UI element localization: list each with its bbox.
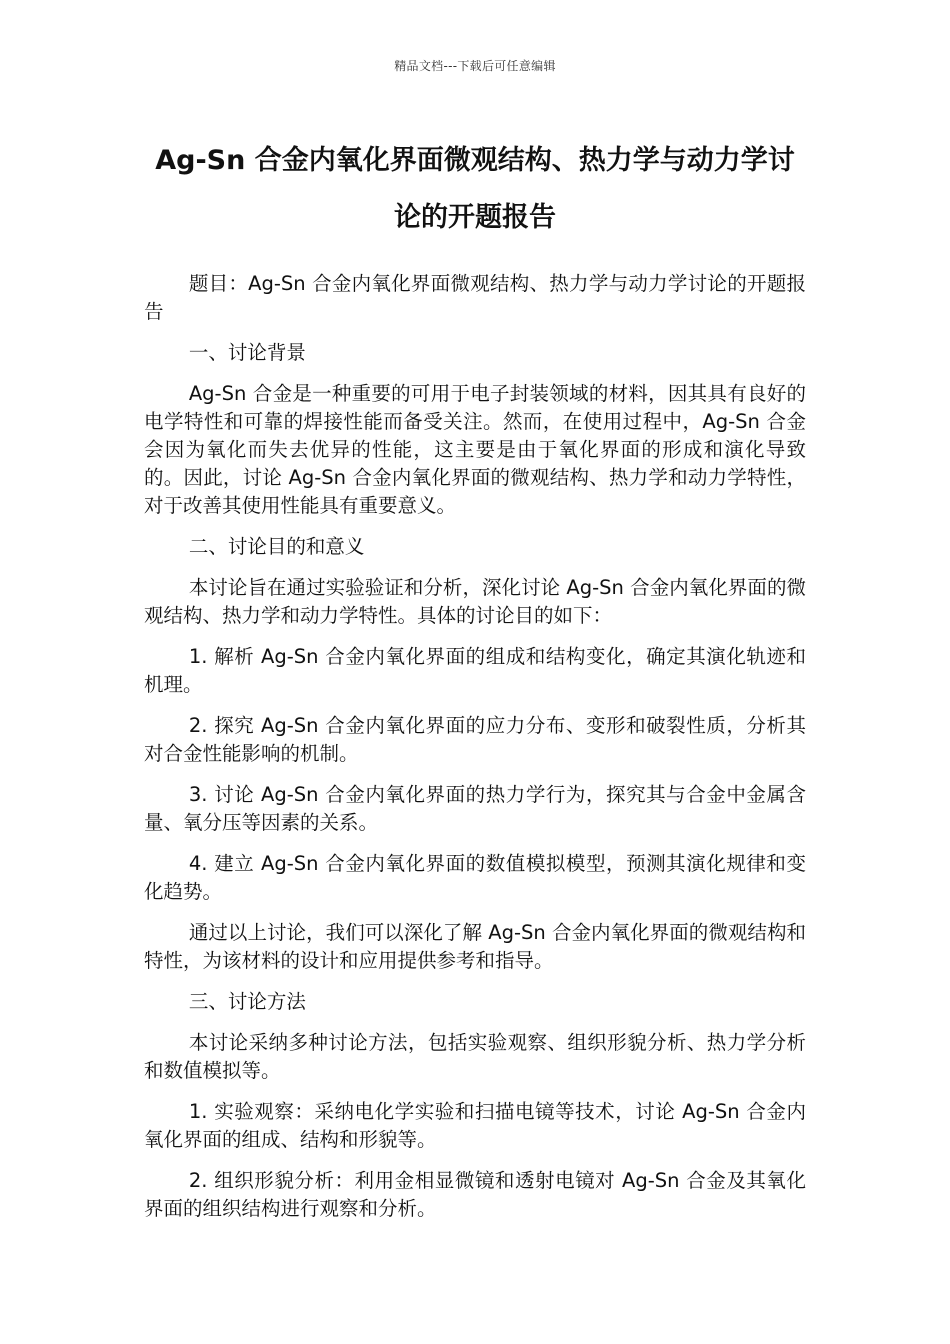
background-paragraph: Ag-Sn 合金是一种重要的可用于电子封装领域的材料，因其具有良好的电学特性和可靠的焊接性能而备受关注。然而，在使用过程中，Ag-Sn 合金会因为氧化而失去优异的性能，这主要是由于氧化界面的形成和演化导致的。因此，讨论 Ag-Sn 合金内氧化界面的微观结构、热力学和动力学特性，对于改善其使用性能具有重要意义。	[144, 382, 806, 517]
purpose-item-2: 2. 探究 Ag-Sn 合金内氧化界面的应力分布、变形和破裂性质，分析其对合金性能影响的机制。	[144, 714, 806, 765]
section-heading-purpose: 二、讨论目的和意义	[188, 535, 365, 558]
section-heading-background: 一、讨论背景	[188, 341, 306, 364]
document-title: Ag-Sn 合金内氧化界面微观结构、热力学与动力学讨论的开题报告	[155, 145, 795, 233]
section-heading-methods: 三、讨论方法	[188, 990, 306, 1013]
methods-item-2: 2. 组织形貌分析：利用金相显微镜和透射电镜对 Ag-Sn 合金及其氧化界面的组织结构进行观察和分析。	[144, 1169, 806, 1220]
page-header: 精品文档---下载后可任意编辑	[394, 59, 556, 73]
document-body	[144, 270, 806, 1236]
subject-paragraph: 题目：Ag-Sn 合金内氧化界面微观结构、热力学与动力学讨论的开题报告	[144, 272, 806, 323]
purpose-summary: 通过以上讨论，我们可以深化了解 Ag-Sn 合金内氧化界面的微观结构和特性，为该材料的设计和应用提供参考和指导。	[144, 921, 806, 972]
purpose-item-4: 4. 建立 Ag-Sn 合金内氧化界面的数值模拟模型，预测其演化规律和变化趋势。	[144, 852, 806, 903]
purpose-item-3: 3. 讨论 Ag-Sn 合金内氧化界面的热力学行为，探究其与合金中金属含量、氧分压等因素的关系。	[144, 783, 806, 834]
purpose-item-1: 1. 解析 Ag-Sn 合金内氧化界面的组成和结构变化，确定其演化轨迹和机理。	[144, 645, 806, 696]
purpose-paragraph: 本讨论旨在通过实验验证和分析，深化讨论 Ag-Sn 合金内氧化界面的微观结构、热力学和动力学特性。具体的讨论目的如下：	[144, 576, 806, 627]
methods-item-1: 1. 实验观察：采纳电化学实验和扫描电镜等技术，讨论 Ag-Sn 合金内氧化界面的组成、结构和形貌等。	[144, 1100, 806, 1151]
methods-paragraph: 本讨论采纳多种讨论方法，包括实验观察、组织形貌分析、热力学分析和数值模拟等。	[144, 1031, 806, 1082]
